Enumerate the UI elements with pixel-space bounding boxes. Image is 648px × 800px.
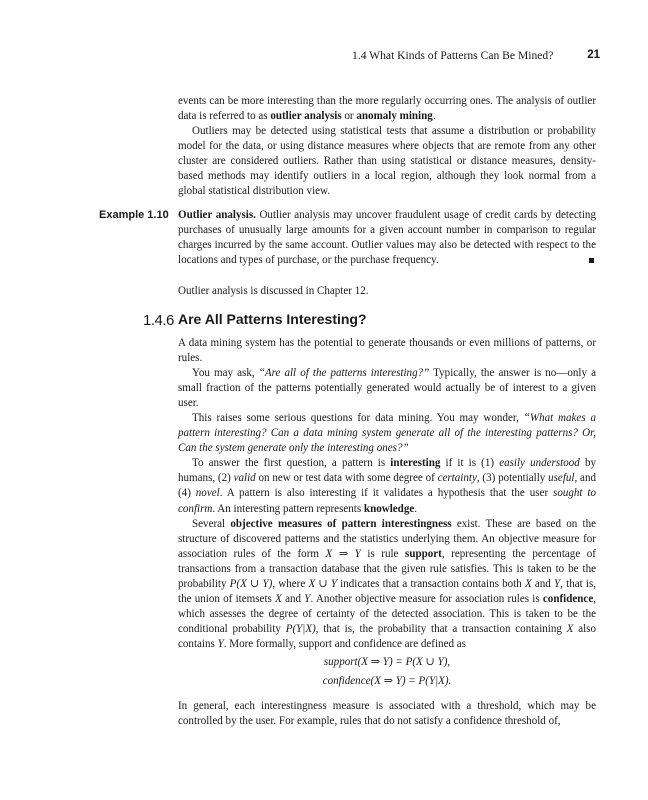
paragraph-data-mining-potential: A data mining system has the potential to generate thousands or even millions of patterns, or rules. [178, 337, 596, 365]
formula-support: support(X ⇒ Y) = P(X ∪ Y), [323, 656, 451, 668]
paragraph-serious-questions: This raises some serious questions for data mining. You may wonder, “What makes a pattern interesting? Can a data mining system generate all of the interesting patterns? Or, Can the system generate only the interesting ones?” [178, 412, 596, 455]
term-outlier-analysis: outlier analysis [270, 110, 342, 123]
paragraph-outlier-detection: Outliers may be detected using statistical tests that assume a distribution or probability model for the data, or using distance measures where objects that are remote from any other cluster are considered outliers. Rather than using statistical or distance measures, density-based methods may identify outliers in a local region, although they look normal from a global statistical distribution view. [178, 125, 596, 198]
text-block-top [178, 94, 596, 199]
running-title: 1.4 What Kinds of Patterns Can Be Mined? [352, 49, 554, 62]
section-number: 1.4.6 [143, 312, 174, 329]
term-anomaly-mining: anomaly mining [356, 110, 433, 123]
example-label: Example 1.10 [99, 209, 169, 221]
text-chapter-ref [178, 284, 596, 299]
example-block [178, 208, 596, 268]
paragraph-objective-measures: Several objective measures of pattern interestingness exist. These are based on the structure of discovered patterns and the statistics underlying them. An objective measure for association rules of the form X ⇒ Y is rule support, representing the percentage of transactions from a transaction database that the given rule satisfies. This is taken to be the probability P(X ∪ Y), where X ∪ Y indicates that a transaction contains both X and Y, that is, the union of itemsets X and Y. Another objective measure for association rules is confidence, which assesses the degree of certainty of the detected association. This is taken to be the conditional probability P(Y|X), that is, the probability that a transaction containing X also contains Y. More formally, support and confidence are defined as [178, 517, 597, 650]
page-number: 21 [587, 49, 600, 61]
text-block-main [178, 336, 596, 652]
formula-confidence: confidence(X ⇒ Y) = P(Y|X). [322, 675, 452, 687]
paragraph-outlier-intro: events can be more interesting than the more regularly occurring ones. The analysis of outlier data is referred to as outlier analysis or anomaly mining. [178, 95, 596, 123]
paragraph-chapter-reference: Outlier analysis is discussed in Chapter 12. [178, 285, 369, 297]
example-title: Outlier analysis. [178, 209, 256, 221]
paragraph-threshold: In general, each interestingness measure is associated with a threshold, which may be controlled by the user. For example, rules that do not satisfy a confidence threshold of, [178, 700, 596, 728]
paragraph-you-may-ask: You may ask, “Are all of the patterns interesting?” Typically, the answer is no—only a small fraction of the patterns potentially generated would actually be of interest to a given user. [178, 367, 596, 410]
text-block-bottom [178, 699, 596, 729]
running-header [352, 49, 600, 62]
end-of-example-marker [589, 258, 594, 263]
section-title: Are All Patterns Interesting? [178, 311, 367, 327]
paragraph-interesting-definition: To answer the first question, a pattern is interesting if it is (1) easily understood by humans, (2) valid on new or test data with some degree of certainty, (3) potentially useful, and (4) novel. A pattern is also interesting if it validates a hypothesis that the user sought to confirm. An interesting pattern represents knowledge. [178, 457, 597, 515]
example-body: Outlier analysis. Outlier analysis may uncover fraudulent usage of credit cards by detecting purchases of unusually large amounts for a given account number in comparison to regular charges incurred by the same account. Outlier values may also be detected with respect to the locations and types of purchase, or the purchase frequency. [178, 209, 596, 267]
